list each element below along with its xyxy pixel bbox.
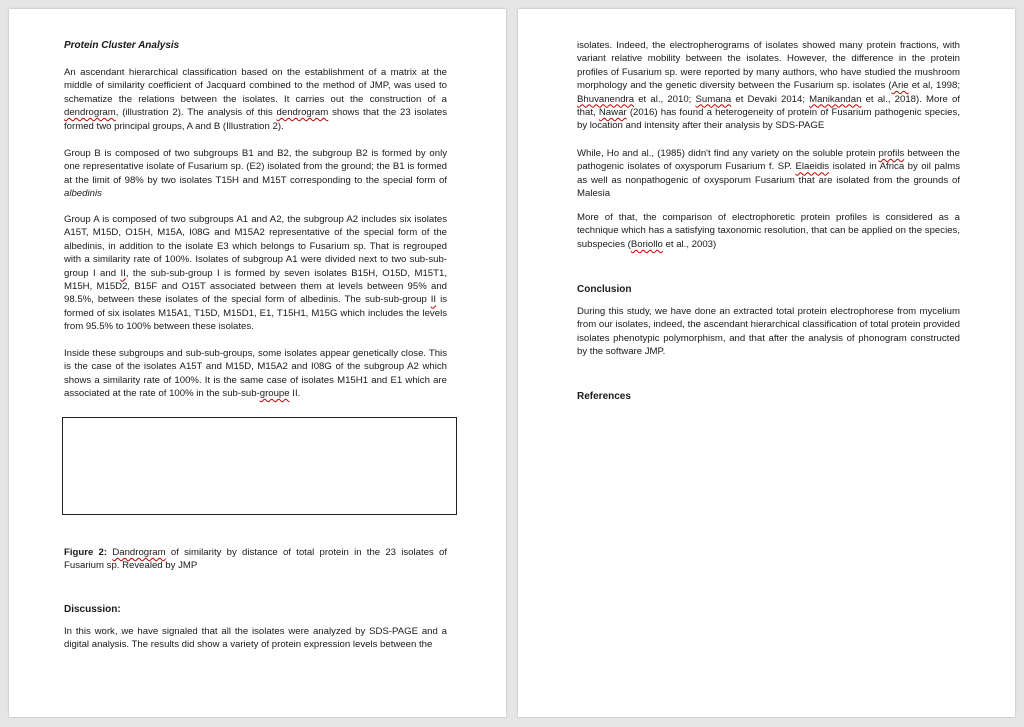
- misspelled-word: dendrogram: [276, 107, 329, 119]
- misspelled-word: Manikandan: [809, 93, 862, 105]
- misspelled-word: Elaeidis: [795, 161, 830, 173]
- misspelled-word: Sumana: [695, 93, 732, 105]
- paragraph-electrophoretic-comparison: More of that, the comparison of electrophoretic protein profiles is considered as a technique which has a satisfying taxonomic resolution, that can be applied on the species, subspecies (Boriollo et al., 2003): [577, 212, 960, 250]
- figure-placeholder-box: [62, 417, 457, 515]
- misspelled-word: profils: [878, 148, 905, 159]
- paragraph-group-a: Group A is composed of two subgroups A1 and A2, the subgroup A2 includes six isolates A15T, M15D, O15H, M15A, I08G and M15A2 representative of the special form of the albedinis, in addition to the isolate E3 which belongs to Fusarium sp. That is regrouped with a similarity rate of 100%. Isolates of subgroup A1 were divided next to two sub-sub-group I and II, the sub-sub-group I is formed by seven isolates B15H, O15D, M15T1, M15H, M15D2, B15F and O15T associated between them at levels between 95% and 98.5%, between these isolates of the special form of albedinis. The sub-sub-group II is formed of six isolates M15A1, T15D, M15D1, E1, T15H1, M15G which includes the levels from 95.5% to 100% between these isolates.: [64, 214, 447, 333]
- figure-caption: Figure 2: Dandrogram of similarity by distance of total protein in the 23 isolates of Fusarium sp. Revealed by JMP: [64, 547, 447, 572]
- conclusion-paragraph: During this study, we have done an extracted total protein electrophorese from mycelium from our isolates, indeed, the ascendant hierarchical classification of total protein provided isolates phenotypic polymorphism, and that after the analysis of phonogram constructed by the software JMP.: [577, 306, 960, 358]
- conclusion-heading: Conclusion: [577, 284, 632, 295]
- document-page-right: [518, 9, 1015, 717]
- discussion-paragraph: In this work, we have signaled that all the isolates were analyzed by SDS-PAGE and a digital analysis. The results did show a variety of protein expression levels between the: [64, 626, 447, 651]
- misspelled-word: groupe: [259, 388, 290, 400]
- misspelled-word: II: [430, 294, 437, 306]
- discussion-heading: Discussion:: [64, 604, 121, 615]
- misspelled-word: Boriollo: [630, 238, 663, 250]
- paragraph-group-b: Group B is composed of two subgroups B1 and B2, the subgroup B2 is formed by only one representative isolate of Fusarium sp. (E2) isolated from the ground; the B1 is formed at the limit of 98% by two isolates T15H and M15T corresponding to the special form of albedinis: [64, 148, 447, 200]
- misspelled-word: dendrogram: [64, 107, 116, 119]
- paragraph-soluble-protein: While, Ho and al., (1985) didn't find any variety on the soluble protein profils between the pathogenic isolates of oxysporum Fusarium f. SP. Elaeidis isolated in Africa by oil palms as well as nonpathogenic of oxysporum Fusarium that are isolated from the grounds of Malesia: [577, 148, 961, 200]
- misspelled-word: Bhuvanendra: [577, 93, 635, 105]
- misspelled-word: Arie: [891, 80, 909, 92]
- paragraph-hierarchical-classification: An ascendant hierarchical classification based on the establishment of a matrix at the middle of similarity coefficient of Jacquard combined to the method of JMP, was used to schematize the relations between the isolates. It carries out the construction of a dendrogram, (illustration 2). The analysis of this dendrogram shows that the 23 isolates formed two principal groups, A and B (Illustration 2).: [64, 67, 447, 132]
- references-heading: References: [577, 391, 631, 402]
- paragraph-electropherograms: isolates. Indeed, the electropherograms of isolates showed many protein fractions, with variant relative mobility between the isolates. However, the difference in the protein profiles of Fusarium sp. were reported by many authors, who have studied the mushroom morphology and the genetic diversity between the Fusarium sp. isolates (Arie et al, 1998; Bhuvanendra et al., 2010; Sumana et Devaki 2014; Manikandan et al., 2018). More of that, Nawar (2016) has found a heterogeneity of protein of Fusarium pathogenic species, by location and intensity after their analysis by SDS-PAGE: [577, 40, 961, 132]
- paragraph-close-isolates: Inside these subgroups and sub-sub-groups, some isolates appear genetically close. This is the case of the isolates A15T and M15D, M15A2 and I08G of the subgroup A2 which shows a similarity rate of 100%. It is the same case of isolates M15H1 and E1 which are associated at the rate of 100% in the sub-sub-groupe II.: [64, 348, 447, 400]
- section-title-protein-cluster: Protein Cluster Analysis: [64, 40, 180, 51]
- misspelled-word: II: [120, 267, 126, 279]
- document-page-left: [9, 9, 506, 717]
- misspelled-word: Nawar: [598, 107, 627, 119]
- misspelled-word: Dandrogram: [112, 547, 166, 558]
